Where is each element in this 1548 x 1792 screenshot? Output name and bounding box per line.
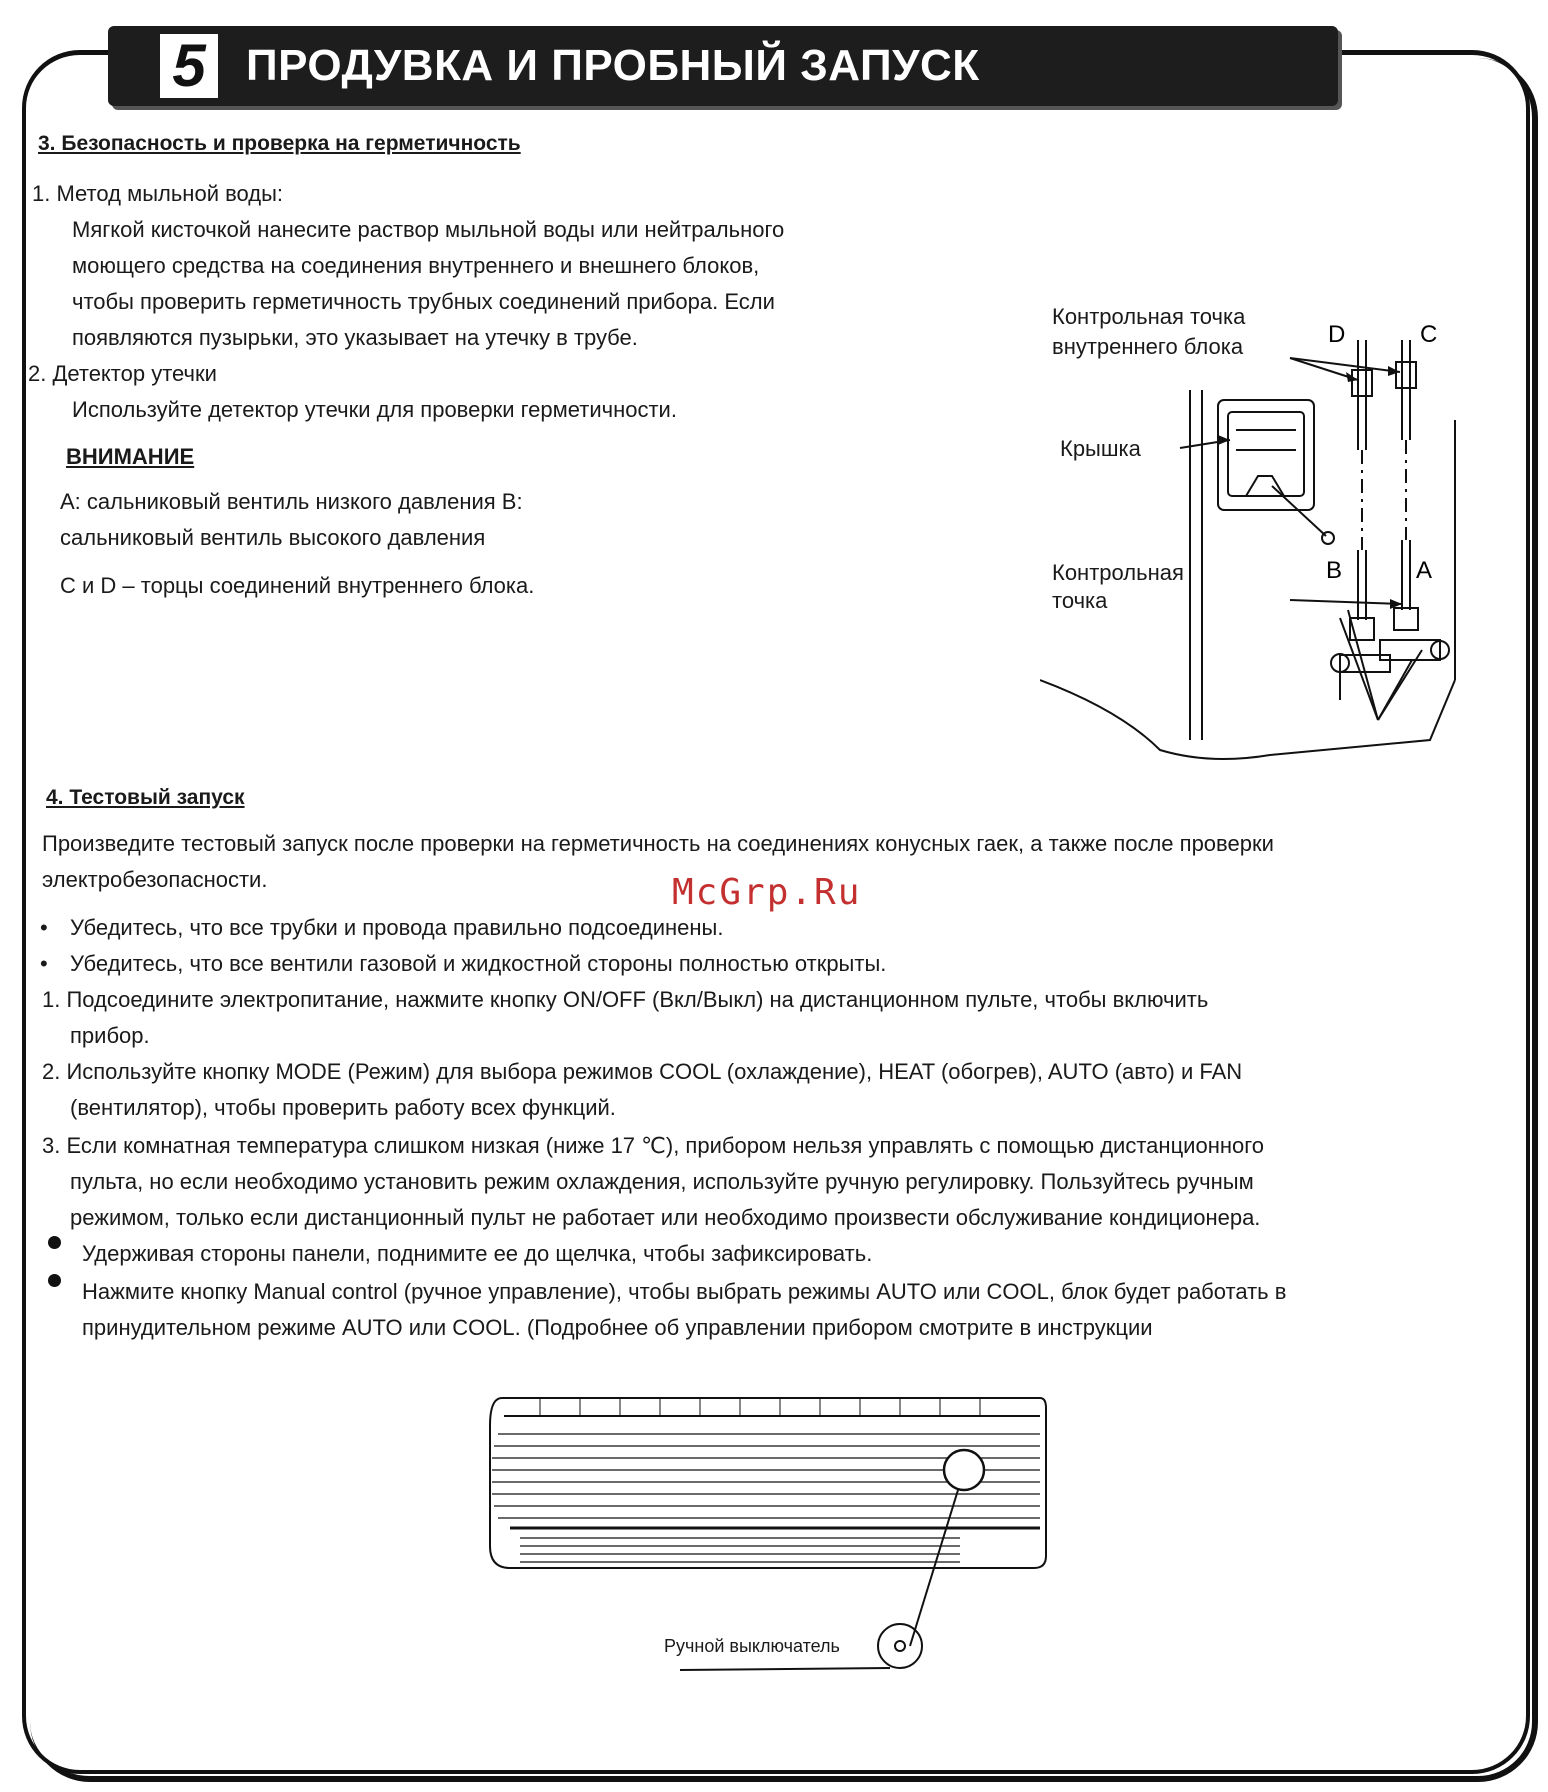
warning-title: ВНИМАНИЕ: [66, 444, 195, 469]
step3-line-2: пульта, но если необходимо установить режим охлаждения, используйте ручную регулировку. Пользуйтесь ручным: [70, 1169, 1254, 1194]
section-number: 5: [160, 34, 218, 98]
indoor-point-label-2: внутреннего блока: [1052, 334, 1244, 359]
dot-item-2-line-1: Нажмите кнопку Manual control (ручное управление), чтобы выбрать режимы AUTO или COOL, блок будет работать в: [82, 1279, 1287, 1304]
step1-line-1: 1. Подсоедините электропитание, нажмите кнопку ON/OFF (Вкл/Выкл) на дистанционном пульте, чтобы включить: [42, 987, 1209, 1012]
bullet-symbol-1: •: [40, 915, 48, 940]
warning-line-2: сальниковый вентиль высокого давления: [60, 525, 486, 550]
item2-text: Используйте детектор утечки для проверки герметичности.: [72, 397, 677, 422]
letter-a: A: [1416, 557, 1433, 584]
step2-line-1: 2. Используйте кнопку MODE (Режим) для выбора режимов COOL (охлаждение), HEAT (обогрев), AUTO (авто) и FAN: [42, 1059, 1243, 1084]
letter-d: D: [1328, 321, 1346, 348]
bullet-2: Убедитесь, что все вентили газовой и жидкостной стороны полностью открыты.: [70, 951, 887, 976]
check-point-label-2: точка: [1052, 588, 1108, 613]
letter-b: B: [1326, 557, 1343, 584]
section3-heading: 3. Безопасность и проверка на герметичность: [38, 132, 521, 155]
section4-heading: 4. Тестовый запуск: [46, 786, 245, 809]
dot-bullet-2: [48, 1274, 61, 1287]
intro-line-1: Произведите тестовый запуск после проверки на герметичность на соединениях конусных гаек, а также после проверки: [42, 831, 1274, 856]
leak-check-diagram: [1040, 300, 1480, 780]
letter-c: C: [1420, 321, 1438, 348]
item2-title: 2. Детектор утечки: [28, 361, 217, 386]
item1-line-1: Мягкой кисточкой нанесите раствор мыльной воды или нейтрального: [72, 217, 785, 242]
indoor-point-label-1: Контрольная точка: [1052, 304, 1246, 329]
step3-line-3: режимом, только если дистанционный пульт не работает или необходимо произвести обслуживание кондиционера.: [70, 1205, 1261, 1230]
step3-line-1: 3. Если комнатная температура слишком низкая (ниже 17 ℃), прибором нельзя управлять с помощью дистанционного: [42, 1133, 1264, 1158]
page-title: ПРОДУВКА И ПРОБНЫЙ ЗАПУСК: [246, 41, 980, 90]
step2-line-2: (вентилятор), чтобы проверить работу всех функций.: [70, 1095, 616, 1120]
item1-line-2: моющего средства на соединения внутреннего и внешнего блоков,: [72, 253, 760, 278]
section-banner: [108, 26, 1338, 106]
watermark: McGrp.Ru: [672, 872, 862, 913]
dot-item-1: Удерживая стороны панели, поднимите ее до щелчка, чтобы зафиксировать.: [82, 1241, 873, 1266]
warning-line-1: A: сальниковый вентиль низкого давления B:: [60, 489, 523, 514]
warning-line-3: C и D – торцы соединений внутреннего блока.: [60, 573, 535, 598]
item1-title: 1. Метод мыльной воды:: [32, 181, 284, 206]
check-point-label-1: Контрольная: [1052, 560, 1184, 585]
bullet-symbol-2: •: [40, 951, 48, 976]
manual-switch-label: Ручной выключатель: [664, 1636, 840, 1656]
bullet-1: Убедитесь, что все трубки и провода правильно подсоединены.: [70, 915, 724, 940]
dot-item-2-line-2: принудительном режиме AUTO или COOL. (Подробнее об управлении прибором смотрите в инструкции: [82, 1315, 1153, 1340]
item1-line-3: чтобы проверить герметичность трубных соединений прибора. Если: [72, 289, 775, 314]
dot-bullet-1: [48, 1236, 61, 1249]
item1-line-4: появляются пузырьки, это указывает на утечку в трубе.: [72, 325, 638, 350]
intro-line-2: электробезопасности.: [42, 867, 268, 892]
cover-label: Крышка: [1060, 436, 1141, 461]
step1-line-2: прибор.: [70, 1023, 150, 1048]
